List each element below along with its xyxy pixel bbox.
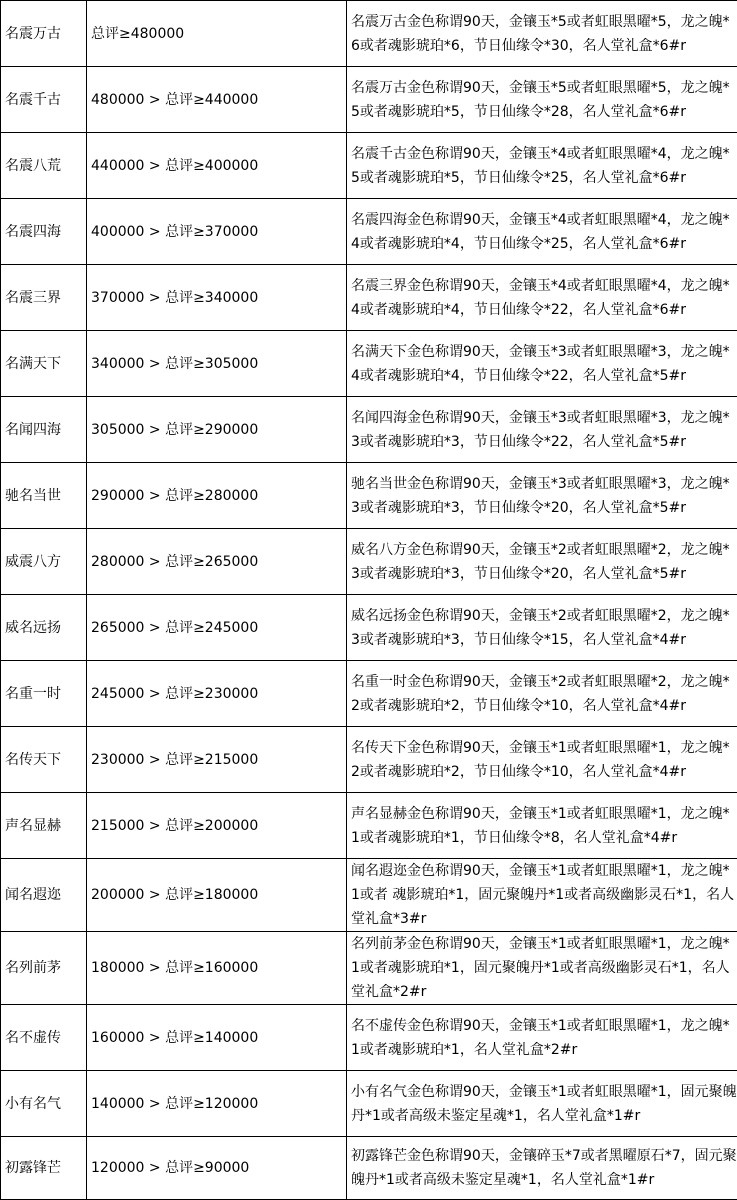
- score-range-cell: 180000 > 总评≥160000: [87, 932, 347, 1005]
- reward-cell: 名列前茅金色称谓90天，金镶玉*1或者虹眼黑曜*1，龙之魄*1或者魂影琥珀*1，固元聚魄丹*1或者高级幽影灵石*1，名人堂礼盒*2#r: [347, 932, 737, 1005]
- reward-cell: 驰名当世金色称谓90天，金镶玉*3或者虹眼黑曜*3，龙之魄*3或者魂影琥珀*3，节日仙缘令*20，名人堂礼盒*5#r: [347, 463, 737, 529]
- score-range-cell: 340000 > 总评≥305000: [87, 331, 347, 397]
- reward-cell: 名满天下金色称谓90天，金镶玉*3或者虹眼黑曜*3，龙之魄*4或者魂影琥珀*4，节日仙缘令*22，名人堂礼盒*5#r: [347, 331, 737, 397]
- score-range-cell: 290000 > 总评≥280000: [87, 463, 347, 529]
- score-range-cell: 200000 > 总评≥180000: [87, 859, 347, 932]
- score-range-cell: 400000 > 总评≥370000: [87, 199, 347, 265]
- score-range-cell: 160000 > 总评≥140000: [87, 1005, 347, 1071]
- score-range-cell: 140000 > 总评≥120000: [87, 1071, 347, 1137]
- table-row: [1, 727, 737, 793]
- score-range-cell: 440000 > 总评≥400000: [87, 133, 347, 199]
- reward-cell: 名震四海金色称谓90天，金镶玉*4或者虹眼黑曜*4，龙之魄*4或者魂影琥珀*4，节日仙缘令*25，名人堂礼盒*6#r: [347, 199, 737, 265]
- table-row: [1, 529, 737, 595]
- score-range-cell: 370000 > 总评≥340000: [87, 265, 347, 331]
- reward-cell: 小有名气金色称谓90天，金镶玉*1或者虹眼黑曜*1，固元聚魄丹*1或者高级未鉴定星魂*1，名人堂礼盒*1#r: [347, 1071, 737, 1137]
- rank-title-cell: 名列前茅: [1, 932, 87, 1005]
- rank-title-cell: 声名显赫: [1, 793, 87, 859]
- score-range-cell: 305000 > 总评≥290000: [87, 397, 347, 463]
- table-row: [1, 133, 737, 199]
- rank-title-cell: 威震八方: [1, 529, 87, 595]
- table-row: [1, 793, 737, 859]
- rank-title-cell: 名震万古: [1, 1, 87, 67]
- rank-title-cell: 闻名遐迩: [1, 859, 87, 932]
- reward-cell: 初露锋芒金色称谓90天，金镶碎玉*7或者黑曜原石*7，固元聚魄丹*1或者高级未鉴定星魂*1，名人堂礼盒*1#r: [347, 1137, 737, 1200]
- rank-title-cell: 小有名气: [1, 1071, 87, 1137]
- score-range-cell: 120000 > 总评≥90000: [87, 1137, 347, 1200]
- rank-title-cell: 名传天下: [1, 727, 87, 793]
- table-row: [1, 199, 737, 265]
- table-row: [1, 1, 737, 67]
- reward-cell: 名震三界金色称谓90天，金镶玉*4或者虹眼黑曜*4，龙之魄*4或者魂影琥珀*4，节日仙缘令*22，名人堂礼盒*6#r: [347, 265, 737, 331]
- table-row: [1, 1071, 737, 1137]
- score-range-cell: 280000 > 总评≥265000: [87, 529, 347, 595]
- rank-title-cell: 名不虚传: [1, 1005, 87, 1071]
- table-row: [1, 265, 737, 331]
- rank-title-cell: 名震三界: [1, 265, 87, 331]
- rank-title-cell: 名震四海: [1, 199, 87, 265]
- table-row: [1, 1137, 737, 1200]
- rank-title-cell: 初露锋芒: [1, 1137, 87, 1200]
- reward-cell: 名不虚传金色称谓90天，金镶玉*1或者虹眼黑曜*1，龙之魄*1或者魂影琥珀*1，名人堂礼盒*2#r: [347, 1005, 737, 1071]
- rank-title-cell: 名闻四海: [1, 397, 87, 463]
- reward-cell: 名重一时金色称谓90天，金镶玉*2或者虹眼黑曜*2，龙之魄*2或者魂影琥珀*2，节日仙缘令*10，名人堂礼盒*4#r: [347, 661, 737, 727]
- score-range-cell: 480000 > 总评≥440000: [87, 67, 347, 133]
- table-row: [1, 331, 737, 397]
- reward-cell: 名闻四海金色称谓90天，金镶玉*3或者虹眼黑曜*3，龙之魄*3或者魂影琥珀*3，节日仙缘令*22，名人堂礼盒*5#r: [347, 397, 737, 463]
- table-row: [1, 661, 737, 727]
- reward-cell: 名震万古金色称谓90天，金镶玉*5或者虹眼黑曜*5，龙之魄*6或者魂影琥珀*6，节日仙缘令*30，名人堂礼盒*6#r: [347, 1, 737, 67]
- rank-title-cell: 名震八荒: [1, 133, 87, 199]
- rank-title-cell: 名重一时: [1, 661, 87, 727]
- table-row: [1, 595, 737, 661]
- score-range-cell: 245000 > 总评≥230000: [87, 661, 347, 727]
- table-body: [1, 1, 737, 1200]
- table-row: [1, 932, 737, 1005]
- rank-title-cell: 名震千古: [1, 67, 87, 133]
- rank-title-cell: 名满天下: [1, 331, 87, 397]
- score-range-cell: 265000 > 总评≥245000: [87, 595, 347, 661]
- reward-cell: 闻名遐迩金色称谓90天，金镶玉*1或者虹眼黑曜*1，龙之魄*1或者 魂影琥珀*1，固元聚魄丹*1或者高级幽影灵石*1，名人堂礼盒*3#r: [347, 859, 737, 932]
- score-range-cell: 215000 > 总评≥200000: [87, 793, 347, 859]
- reward-cell: 名震万古金色称谓90天，金镶玉*5或者虹眼黑曜*5，龙之魄*5或者魂影琥珀*5，节日仙缘令*28，名人堂礼盒*6#r: [347, 67, 737, 133]
- table-row: [1, 859, 737, 932]
- table-row: [1, 67, 737, 133]
- score-range-cell: 230000 > 总评≥215000: [87, 727, 347, 793]
- reward-cell: 名震千古金色称谓90天，金镶玉*4或者虹眼黑曜*4，龙之魄*5或者魂影琥珀*5，节日仙缘令*25，名人堂礼盒*6#r: [347, 133, 737, 199]
- table-row: [1, 1005, 737, 1071]
- reward-cell: 威名八方金色称谓90天，金镶玉*2或者虹眼黑曜*2，龙之魄*3或者魂影琥珀*3，节日仙缘令*20，名人堂礼盒*5#r: [347, 529, 737, 595]
- table-row: [1, 397, 737, 463]
- reward-cell: 威名远扬金色称谓90天，金镶玉*2或者虹眼黑曜*2，龙之魄*3或者魂影琥珀*3，节日仙缘令*15，名人堂礼盒*4#r: [347, 595, 737, 661]
- score-range-cell: 总评≥480000: [87, 1, 347, 67]
- reward-cell: 声名显赫金色称谓90天，金镶玉*1或者虹眼黑曜*1，龙之魄*1或者魂影琥珀*1，节日仙缘令*8，名人堂礼盒*4#r: [347, 793, 737, 859]
- reward-cell: 名传天下金色称谓90天，金镶玉*1或者虹眼黑曜*1，龙之魄*2或者魂影琥珀*2，节日仙缘令*10，名人堂礼盒*4#r: [347, 727, 737, 793]
- table-row: [1, 463, 737, 529]
- rank-title-cell: 驰名当世: [1, 463, 87, 529]
- rank-title-cell: 威名远扬: [1, 595, 87, 661]
